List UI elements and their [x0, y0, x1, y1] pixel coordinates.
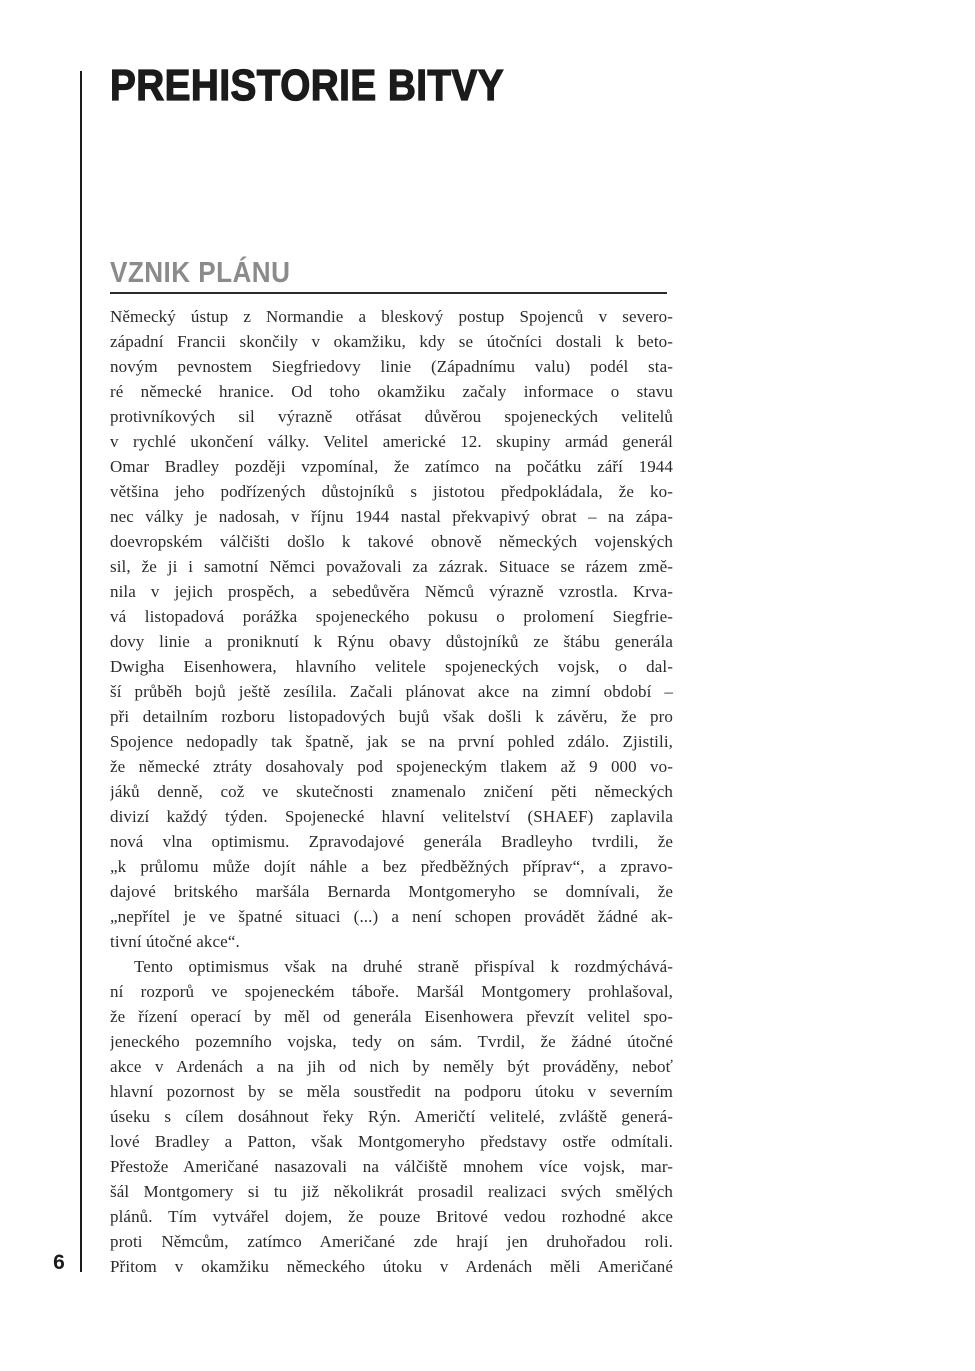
text-line: šál Montgomery si tu již několikrát prosadil realizaci svých smělých [110, 1182, 673, 1201]
chapter-title: PREHISTORIE BITVY [110, 61, 505, 110]
text-line: Spojence nedopadly tak špatně, jak se na první pohled zdálo. Zjistili, [110, 732, 673, 751]
text-line: Tento optimismus však na druhé straně přispíval k rozdmýchává- [134, 957, 673, 976]
text-line: že německé ztráty dosahovaly pod spojeneckým tlakem až 9 000 vo- [110, 757, 673, 776]
text-line: při detailním rozboru listopadových bujů však došli k závěru, že pro [110, 707, 673, 726]
text-line: Omar Bradley později vzpomínal, že zatímco na počátku září 1944 [110, 457, 673, 476]
page-number: 6 [53, 1251, 65, 1274]
text-line: v rychlé ukončení války. Velitel americké 12. skupiny armád generál [110, 432, 673, 451]
margin-rule [80, 71, 82, 1272]
body-text [110, 304, 673, 1279]
text-line: nec války je nadosah, v říjnu 1944 nastal překvapivý obrat – na zápa- [110, 507, 673, 526]
text-line: tivní útočné akce“. [110, 932, 240, 951]
text-line: úseku s cílem dosáhnout řeky Rýn. Američtí velitelé, zvláště generá- [110, 1107, 673, 1126]
text-line: ré německé hranice. Od toho okamžiku začaly informace o stavu [110, 382, 673, 401]
text-line: dajové britského maršála Bernarda Montgomeryho se domnívali, že [110, 882, 673, 901]
text-line: plánů. Tím vytvářel dojem, že pouze Britové vedou rozhodné akce [110, 1207, 673, 1226]
text-line: nila v jejich prospěch, a sebedůvěra Němců výrazně vzrostla. Krva- [110, 582, 673, 601]
text-line: jeneckého pozemního vojska, tedy on sám. Tvrdil, že žádné útočné [110, 1032, 673, 1051]
text-line: Přitom v okamžiku německého útoku v Ardenách měli Američané [110, 1257, 673, 1276]
text-line: divizí každý týden. Spojenecké hlavní velitelství (SHAEF) zaplavila [110, 807, 673, 826]
section-heading: VZNIK PLÁNU [110, 257, 291, 289]
text-line: akce v Ardenách a na jih od nich by neměly být prováděny, neboť [110, 1057, 673, 1076]
text-line: „nepřítel je ve špatné situaci (...) a není schopen provádět žádné ak- [110, 907, 673, 926]
text-line: proti Němcům, zatímco Američané zde hrají jen druhořadou roli. [110, 1232, 673, 1251]
text-line: hlavní pozornost by se měla soustředit na podporu útoku v severním [110, 1082, 673, 1101]
text-line: lové Bradley a Patton, však Montgomeryho představy ostře odmítali. [110, 1132, 673, 1151]
text-line: novým pevnostem Siegfriedovy linie (Západnímu valu) podél sta- [110, 357, 673, 376]
text-line: západní Francii skončily v okamžiku, kdy se útočníci dostali k beto- [110, 332, 673, 351]
text-line: Německý ústup z Normandie a bleskový postup Spojenců v severo- [110, 307, 673, 326]
section-heading-rule [110, 292, 667, 294]
text-line: dovy linie a proniknutí k Rýnu obavy důstojníků ze štábu generála [110, 632, 673, 651]
text-line: Dwigha Eisenhowera, hlavního velitele spojeneckých vojsk, o dal- [110, 657, 673, 676]
text-line: vá listopadová porážka spojeneckého pokusu o prolomení Siegfrie- [110, 607, 673, 626]
text-line: ší průběh bojů ještě zesílila. Začali plánovat akce na zimní období – [110, 682, 673, 701]
text-line: Přestože Američané nasazovali na válčiště mnohem více vojsk, mar- [110, 1157, 673, 1176]
text-line: protivníkových sil výrazně otřásat důvěrou spojeneckých velitelů [110, 407, 673, 426]
text-line: většina jeho podřízených důstojníků s jistotou předpokládala, že ko- [110, 482, 673, 501]
text-line: ní rozporů ve spojeneckém táboře. Maršál Montgomery prohlašoval, [110, 982, 673, 1001]
text-line: nová vlna optimismu. Zpravodajové generála Bradleyho tvrdili, že [110, 832, 673, 851]
text-line: jáků denně, což ve skutečnosti znamenalo zničení pěti německých [110, 782, 673, 801]
text-line: „k průlomu může dojít náhle a bez předběžných příprav“, a zpravo- [110, 857, 673, 876]
text-line: že řízení operací by měl od generála Eisenhowera převzít velitel spo- [110, 1007, 673, 1026]
text-line: sil, že ji i samotní Němci považovali za zázrak. Situace se rázem změ- [110, 557, 673, 576]
text-line: doevropském válčišti došlo k takové obnově německých vojenských [110, 532, 673, 551]
